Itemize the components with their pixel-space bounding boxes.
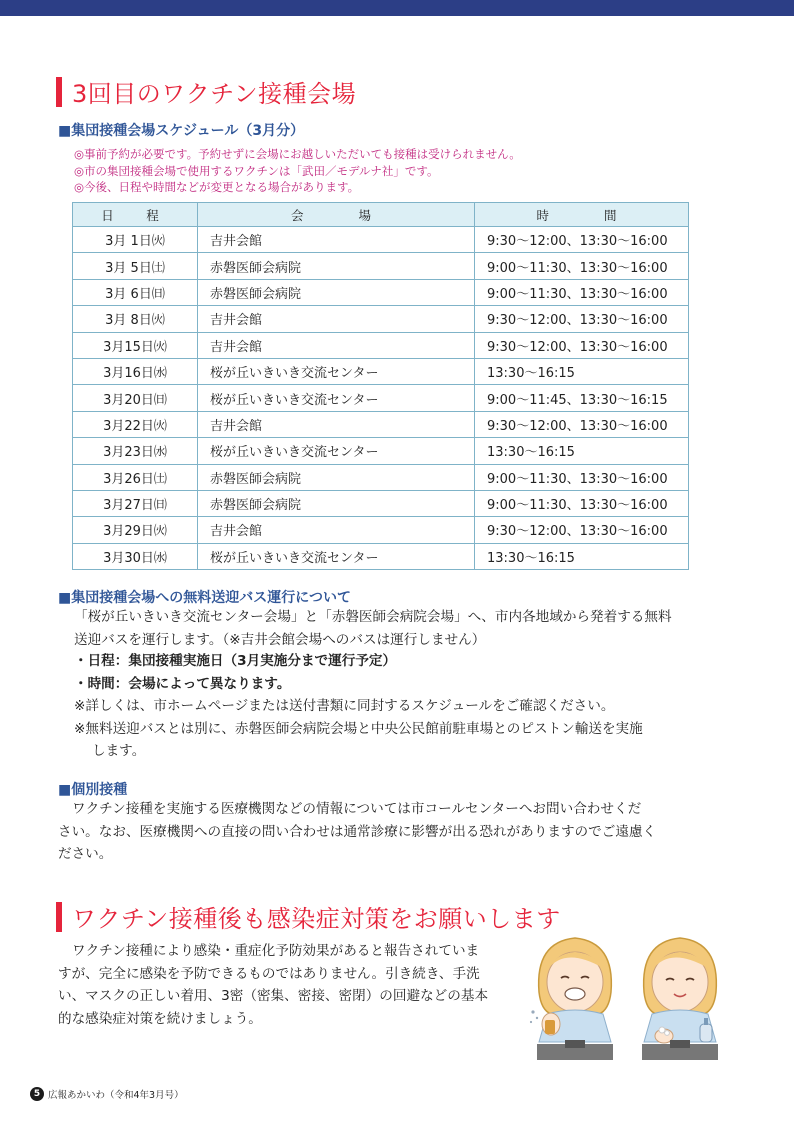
infection-line: ワクチン接種により感染・重症化予防効果があると報告されていま: [72, 943, 480, 959]
infection-line: 的な感染症対策を続けましょう。: [58, 1010, 262, 1027]
table-row: [73, 464, 689, 490]
infection-paragraph: [58, 940, 488, 1030]
table-row: [73, 332, 689, 358]
table-row: [73, 490, 689, 516]
table-row: [73, 279, 689, 305]
table-row: [73, 411, 689, 437]
date-cell: 3月 8日㈫: [73, 306, 198, 332]
title-bar-accent: [56, 77, 62, 107]
note-line: ◎事前予約が必要です。予約せずに会場にお越しいただいても接種は受けられません。: [74, 147, 521, 161]
table-row: [73, 306, 689, 332]
venue-cell: 赤磐医師会病院: [198, 490, 475, 516]
time-cell: 13:30～16:15: [475, 543, 689, 569]
individual-line: ださい。: [58, 846, 113, 862]
section-title-infection-control: [56, 899, 561, 934]
venue-cell: 桜が丘いきいき交流センター: [198, 438, 475, 464]
time-cell: 9:30～12:00、13:30～16:00: [475, 227, 689, 253]
date-cell: 3月20日㈰: [73, 385, 198, 411]
col-header-venue: 会 場: [198, 203, 475, 227]
date-cell: 3月27日㈰: [73, 490, 198, 516]
page-footer: [30, 1087, 184, 1101]
venue-cell: 桜が丘いきいき交流センター: [198, 543, 475, 569]
venue-cell: 吉井会館: [198, 517, 475, 543]
time-cell: 9:00～11:30、13:30～16:00: [475, 253, 689, 279]
individual-line: ワクチン接種を実施する医療機関などの情報については市コールセンターへお問い合わせくだ: [72, 801, 642, 817]
time-cell: 9:30～12:00、13:30～16:00: [475, 517, 689, 543]
date-cell: 3月29日㈫: [73, 517, 198, 543]
venue-cell: 桜が丘いきいき交流センター: [198, 358, 475, 384]
venue-cell: 吉井会館: [198, 227, 475, 253]
bus-heading: ■集団接種会場への無料送迎バス運行について: [58, 590, 351, 606]
venue-cell: 吉井会館: [198, 332, 475, 358]
col-header-time: 時 間: [475, 203, 689, 227]
date-cell: 3月22日㈫: [73, 411, 198, 437]
time-cell: 9:00～11:30、13:30～16:00: [475, 279, 689, 305]
infection-line: すが、完全に感染を予防できるものではありません。引き続き、手洗: [58, 965, 480, 982]
time-cell: 13:30～16:15: [475, 438, 689, 464]
venue-cell: 赤磐医師会病院: [198, 253, 475, 279]
time-cell: 9:30～12:00、13:30～16:00: [475, 411, 689, 437]
note-line: ◎今後、日程や時間などが変更となる場合があります。: [74, 180, 360, 194]
col-header-date: 日 程: [73, 203, 198, 227]
bus-time-item: ・時間：会場によって異なります。: [74, 675, 291, 692]
bus-note-details: ※詳しくは、市ホームページまたは送付書類に同封するスケジュールをご確認ください。: [74, 698, 615, 714]
venue-cell: 吉井会館: [198, 306, 475, 332]
bus-intro: [74, 606, 672, 651]
time-cell: 9:00～11:30、13:30～16:00: [475, 490, 689, 516]
individual-line: さい。なお、医療機関への直接の問い合わせは通常診療に影響が出る恐れがありますのでご遠慮く: [58, 823, 657, 840]
title-bar-accent: [56, 902, 62, 932]
table-row: [73, 253, 689, 279]
table-row: [73, 358, 689, 384]
bus-note-shuttle-cont: します。: [92, 743, 146, 759]
publication-name: 広報あかいわ（令和4年3月号）: [48, 1090, 184, 1101]
top-bar: [0, 0, 794, 16]
venue-cell: 赤磐医師会病院: [198, 464, 475, 490]
table-row: [73, 543, 689, 569]
time-cell: 9:30～12:00、13:30～16:00: [475, 332, 689, 358]
individual-heading: ■個別接種: [58, 782, 128, 798]
date-cell: 3月 6日㈰: [73, 279, 198, 305]
table-row: [73, 438, 689, 464]
bus-note-shuttle: ※無料送迎バスとは別に、赤磐医師会病院会場と中央公民館前駐車場とのピストン輸送を実施: [74, 720, 643, 737]
time-cell: 9:00～11:30、13:30～16:00: [475, 464, 689, 490]
time-cell: 13:30～16:15: [475, 358, 689, 384]
schedule-table: [72, 202, 689, 570]
venue-cell: 桜が丘いきいき交流センター: [198, 385, 475, 411]
table-row: [73, 227, 689, 253]
date-cell: 3月15日㈫: [73, 332, 198, 358]
venue-cell: 吉井会館: [198, 411, 475, 437]
venue-cell: 赤磐医師会病院: [198, 279, 475, 305]
date-cell: 3月26日㈯: [73, 464, 198, 490]
date-cell: 3月 5日㈯: [73, 253, 198, 279]
bus-info-list: [74, 650, 643, 763]
bus-intro-line: 「桜が丘いきいき交流センター会場」と「赤磐医師会病院会場」へ、市内各地域から発着する無料: [74, 609, 672, 625]
individual-paragraph: [58, 798, 656, 866]
date-cell: 3月16日㈬: [73, 358, 198, 384]
handwashing-woman-illustration: [630, 932, 730, 1064]
table-header-row: [73, 203, 689, 227]
date-cell: 3月 1日㈫: [73, 227, 198, 253]
coughing-woman-illustration: [525, 932, 625, 1064]
table-row: [73, 385, 689, 411]
bus-intro-line: 送迎バスを運行します。（※吉井会館会場へのバスは運行しません）: [74, 631, 486, 648]
note-line: ◎市の集団接種会場で使用するワクチンは「武田／モデルナ社」です。: [74, 163, 439, 178]
section-title-text: 3回目のワクチン接種会場: [72, 80, 357, 108]
time-cell: 9:00～11:45、13:30～16:15: [475, 385, 689, 411]
time-cell: 9:30～12:00、13:30～16:00: [475, 306, 689, 332]
section-title-vaccination-sites: [56, 74, 356, 109]
bus-schedule-item: ・日程：集団接種実施日（3月実施分まで運行予定）: [74, 653, 397, 669]
date-cell: 3月23日㈬: [73, 438, 198, 464]
date-cell: 3月30日㈬: [73, 543, 198, 569]
page-number: 5: [30, 1087, 44, 1101]
schedule-notes: [74, 146, 521, 196]
infection-line: い、マスクの正しい着用、3密（密集、密接、密閉）の回避などの基本: [58, 988, 489, 1004]
section-title-text: ワクチン接種後も感染症対策をお願いします: [72, 905, 561, 933]
schedule-heading: ■集団接種会場スケジュール（3月分）: [58, 123, 305, 139]
table-row: [73, 517, 689, 543]
